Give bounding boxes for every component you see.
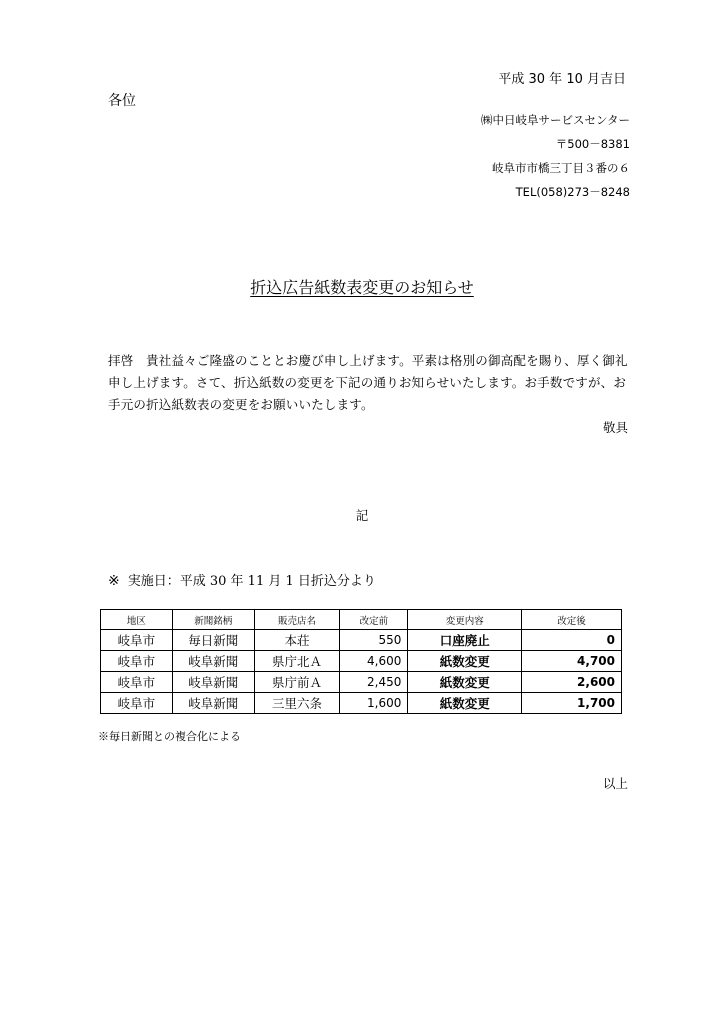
sender-address: 岐阜市市橋三丁目３番の６: [492, 161, 630, 175]
cell-store: 本荘: [254, 630, 340, 651]
cell-store: 県庁前Ａ: [254, 672, 340, 693]
footnote: ※毎日新聞との複合化による: [98, 730, 241, 743]
cell-store: 県庁北Ａ: [254, 651, 340, 672]
cell-newspaper: 毎日新聞: [172, 630, 254, 651]
ki-heading: 記: [355, 508, 369, 523]
cell-area: 岐阜市: [101, 672, 173, 693]
header-area: 地区: [101, 610, 173, 630]
sender-company: ㈱中日岐阜サービスセンター: [480, 113, 630, 127]
header-change: 変更内容: [408, 610, 522, 630]
cell-before: 550: [340, 630, 408, 651]
cell-change: 紙数変更: [408, 672, 522, 693]
document-date: 平成 30 年 10 月吉日: [498, 72, 626, 87]
cell-before: 2,450: [340, 672, 408, 693]
cell-change: 紙数変更: [408, 693, 522, 714]
cell-before: 4,600: [340, 651, 408, 672]
cell-after: 1,700: [522, 693, 622, 714]
header-newspaper: 新聞銘柄: [172, 610, 254, 630]
cell-newspaper: 岐阜新聞: [172, 651, 254, 672]
table-row: [101, 651, 622, 672]
change-table: [100, 609, 622, 714]
sender-phone: TEL(058)273－8248: [515, 185, 630, 199]
cell-newspaper: 岐阜新聞: [172, 672, 254, 693]
sender-postal-code: 〒500－8381: [555, 137, 630, 151]
cell-after: 4,700: [522, 651, 622, 672]
implementation-date: [108, 570, 376, 589]
cell-area: 岐阜市: [101, 693, 173, 714]
body-paragraph: 拝啓 貴社益々ご隆盛のこととお慶び申し上げます。平素は格別の御高配を賜り、厚く御礼申し上げます。さて、折込紙数の変更を下記の通りお知らせいたします。お手数ですが、お手元の折込紙数表の変更をお願いいたします。: [108, 353, 628, 412]
cell-before: 1,600: [340, 693, 408, 714]
table-header-row: [101, 610, 622, 630]
table-row: [101, 693, 622, 714]
table-row: [101, 672, 622, 693]
addressee: 各位: [108, 93, 136, 109]
document-title: 折込広告紙数表変更のお知らせ: [250, 278, 474, 297]
note-mark-icon: ※: [108, 573, 120, 589]
cell-change: 口座廃止: [408, 630, 522, 651]
cell-newspaper: 岐阜新聞: [172, 693, 254, 714]
cell-store: 三里六条: [254, 693, 340, 714]
cell-area: 岐阜市: [101, 651, 173, 672]
closing-keigu: 敬具: [602, 420, 628, 435]
header-after: 改定後: [522, 610, 622, 630]
header-store: 販売店名: [254, 610, 340, 630]
table-row: [101, 630, 622, 651]
closing-ijou: 以上: [602, 776, 628, 791]
cell-change: 紙数変更: [408, 651, 522, 672]
cell-area: 岐阜市: [101, 630, 173, 651]
cell-after: 0: [522, 630, 622, 651]
header-before: 改定前: [340, 610, 408, 630]
cell-after: 2,600: [522, 672, 622, 693]
implementation-date-text: 実施日：平成 30 年 11 月 1 日折込分より: [127, 574, 376, 589]
